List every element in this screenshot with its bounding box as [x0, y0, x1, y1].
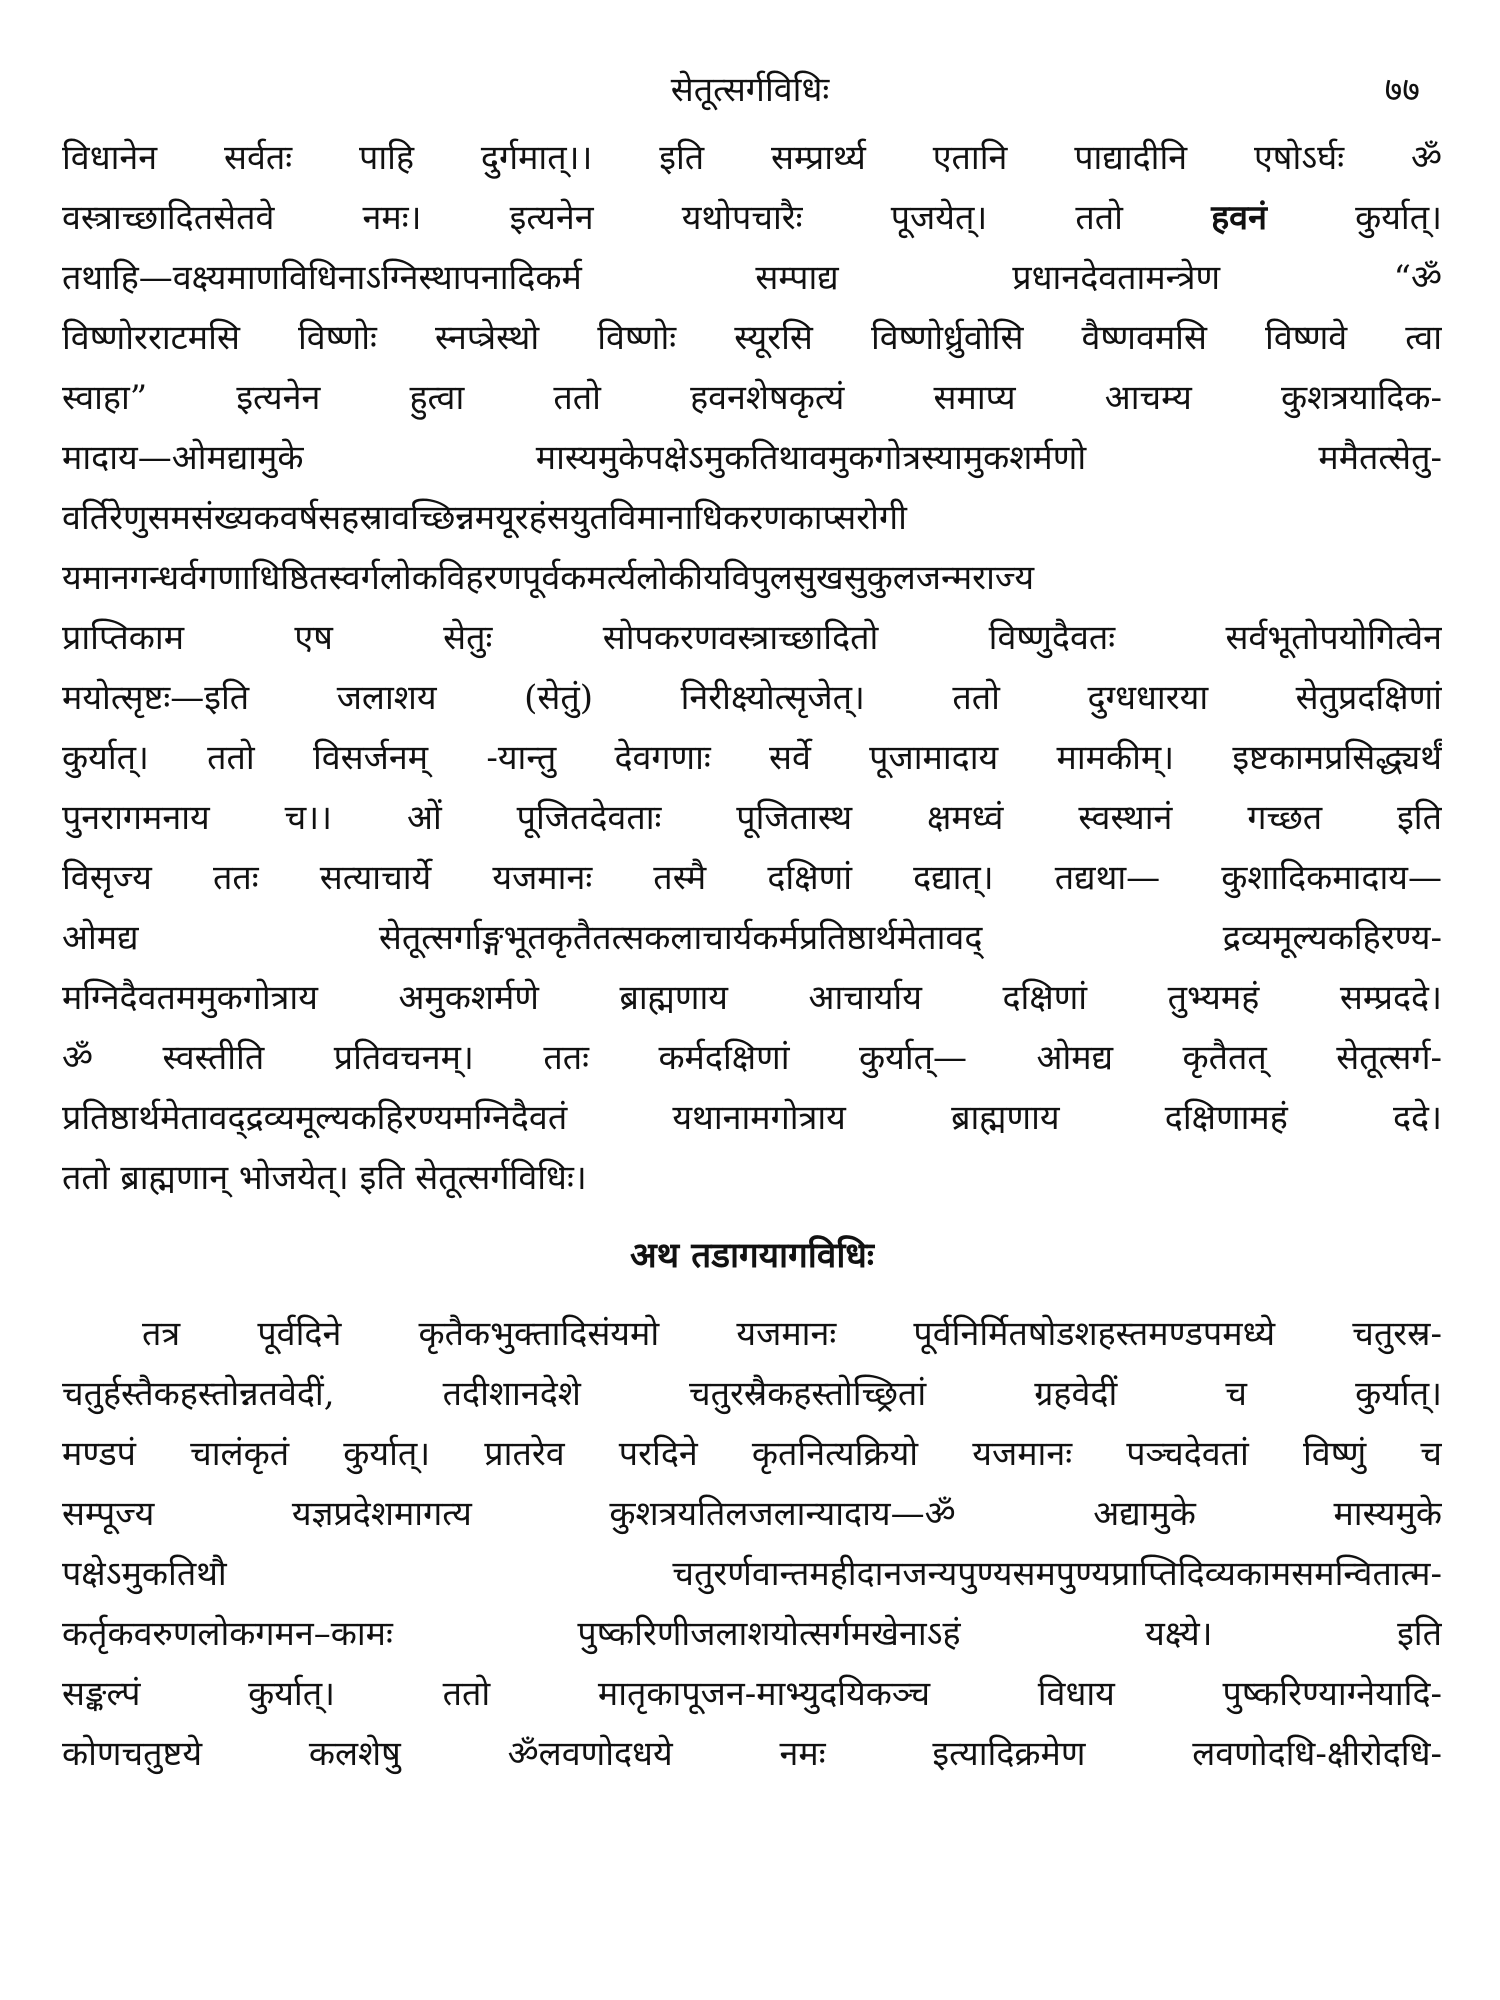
text-line: पक्षेऽमुकतिथौ चतुरर्णवान्तमहीदानजन्यपुण्यसमपुण्यप्राप्तिदिव्यकामसमन्वितात्म- [62, 1554, 1442, 1594]
text-line-part: वस्त्राच्छादितसेतवे नमः। इत्यनेन यथोपचारैः पूजयेत्। ततो [62, 198, 1123, 238]
emphasized-word: हवनं [1211, 198, 1267, 238]
text-line-part: कुर्यात्। [1355, 198, 1442, 238]
text-line: सङ्कल्पं कुर्यात्। ततो मातृकापूजन-माभ्युदयिकञ्च विधाय पुष्करिण्याग्नेयादि- [62, 1674, 1442, 1714]
text-line: पुनरागमनाय च।। ओं पूजितदेवताः पूजितास्थ क्षमध्वं स्वस्थानं गच्छत इति [62, 798, 1442, 838]
text-line: विसृज्य ततः सत्याचार्ये यजमानः तस्मै दक्षिणां दद्यात्। तद्यथा— कुशादिकमादाय— [62, 858, 1442, 898]
text-line: मयोत्सृष्टः—इति जलाशय (सेतुं) निरीक्ष्योत्सृजेत्। ततो दुग्धधारया सेतुप्रदक्षिणां [62, 678, 1442, 718]
text-line: स्वाहा” इत्यनेन हुत्वा ततो हवनशेषकृत्यं समाप्य आचम्य कुशत्रयादिक- [62, 378, 1442, 418]
text-line: चतुर्हस्तैकहस्तोन्नतवेदीं, तदीशानदेशे चतुरस्रैकहस्तोच्छ्रितां ग्रहवेदीं च कुर्यात्। [62, 1374, 1442, 1414]
text-line: ततो ब्राह्मणान् भोजयेत्। इति सेतूत्सर्गविधिः। [62, 1158, 587, 1198]
running-title: सेतूत्सर्गविधिः [670, 70, 830, 110]
text-line [62, 188, 1442, 248]
section-heading: अथ तडागयागविधिः [630, 1235, 874, 1276]
text-line: विधानेन सर्वतः पाहि दुर्गमात्।। इति सम्प्रार्थ्य एतानि पाद्यादीनि एषोऽर्घः ॐ [62, 138, 1442, 178]
text-line: प्रतिष्ठार्थमेतावद्द्रव्यमूल्यकहिरण्यमग्निदैवतं यथानामगोत्राय ब्राह्मणाय दक्षिणामहं ददे। [62, 1098, 1442, 1138]
text-line: मण्डपं चालंकृतं कुर्यात्। प्रातरेव परदिने कृतनित्यक्रियो यजमानः पञ्चदेवतां विष्णुं च [62, 1434, 1442, 1474]
text-line: प्राप्तिकाम एष सेतुः सोपकरणवस्त्राच्छादितो विष्णुदैवतः सर्वभूतोपयोगित्वेन [62, 618, 1442, 658]
text-line: मादाय—ओमद्यामुके मास्यमुकेपक्षेऽमुकतिथावमुकगोत्रस्यामुकशर्मणो ममैतत्सेतु- [62, 438, 1442, 478]
text-line: विष्णोरराटमसि विष्णोः स्नप्त्रेस्थो विष्णोः स्यूरसि विष्णोर्ध्रुवोसि वैष्णवमसि विष्णवे त्वा [62, 318, 1442, 358]
text-line: ॐ स्वस्तीति प्रतिवचनम्। ततः कर्मदक्षिणां कुर्यात्— ओमद्य कृतैतत् सेतूत्सर्ग- [62, 1038, 1442, 1078]
page-number: ७७ [1384, 70, 1420, 110]
text-line: तत्र पूर्वदिने कृतैकभुक्तादिसंयमो यजमानः पूर्वनिर्मितषोडशहस्तमण्डपमध्ये चतुरस्र- [142, 1314, 1442, 1354]
text-line: ओमद्य सेतूत्सर्गाङ्गभूतकृतैतत्सकलाचार्यकर्मप्रतिष्ठार्थमेतावद् द्रव्यमूल्यकहिरण्य- [62, 918, 1442, 958]
text-line: कोणचतुष्टये कलशेषु ॐलवणोदधये नमः इत्यादिक्रमेण लवणोदधि-क्षीरोदधि- [62, 1734, 1442, 1774]
body-text [62, 128, 1442, 1784]
text-line: मग्निदैवतममुकगोत्राय अमुकशर्मणे ब्राह्मणाय आचार्याय दक्षिणां तुभ्यमहं सम्प्रददे। [62, 978, 1442, 1018]
text-line: वर्तिरेणुसमसंख्यकवर्षसहस्रावच्छिन्नमयूरहंसयुतविमानाधिकरणकाप्सरोगी [62, 498, 907, 538]
text-line: सम्पूज्य यज्ञप्रदेशमागत्य कुशत्रयतिलजलान्यादाय—ॐ अद्यामुके मास्यमुके [62, 1494, 1442, 1534]
text-line: यमानगन्धर्वगणाधिष्ठितस्वर्गलोकविहरणपूर्वकमर्त्यलोकीयविपुलसुखसुकुलजन्मराज्य [62, 558, 1035, 598]
text-line: कुर्यात्। ततो विसर्जनम् -यान्तु देवगणाः सर्वे पूजामादाय मामकीम्। इष्टकामप्रसिद्ध्यर्थं [62, 738, 1442, 778]
text-line: तथाहि—वक्ष्यमाणविधिनाऽग्निस्थापनादिकर्म सम्पाद्य प्रधानदेवतामन्त्रेण “ॐ [62, 258, 1442, 298]
text-line: कर्तृकवरुणलोकगमन–कामः पुष्करिणीजलाशयोत्सर्गमखेनाऽहं यक्ष्ये। इति [62, 1614, 1442, 1654]
